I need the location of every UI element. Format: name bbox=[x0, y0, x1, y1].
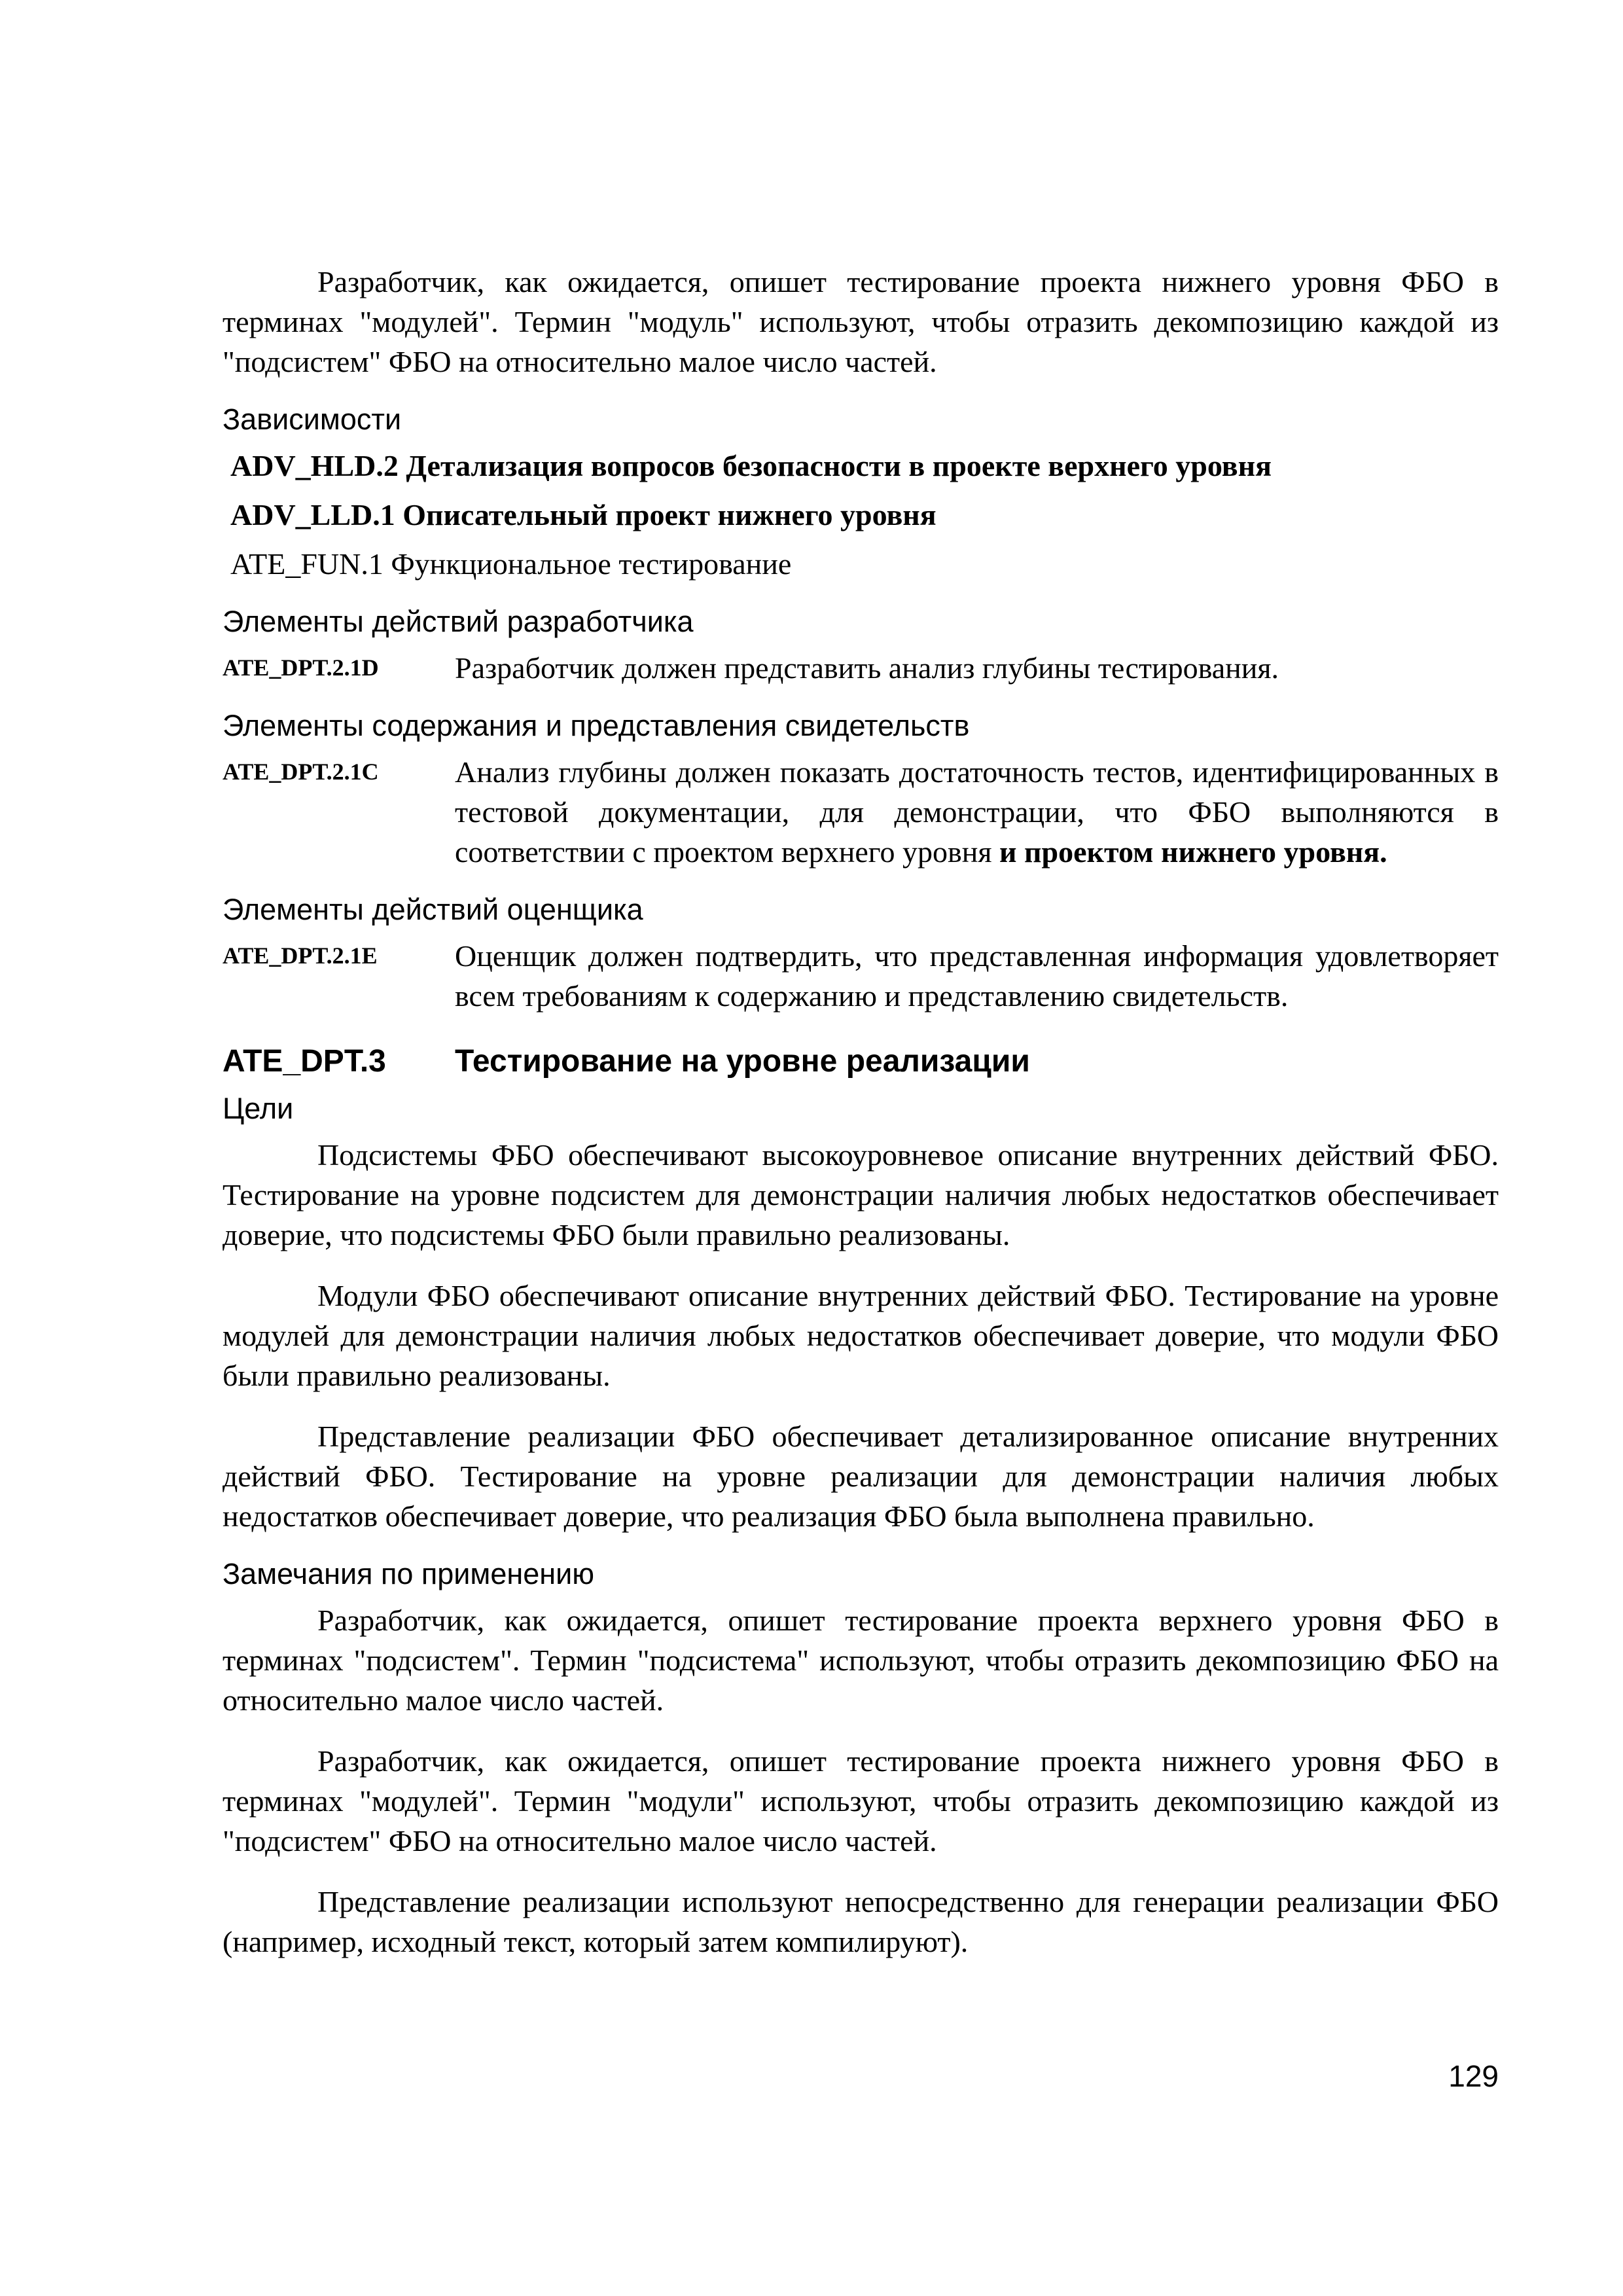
dependency-ate-fun: ATE_FUN.1 Функциональное тестирование bbox=[230, 547, 792, 581]
dependency-adv-hld: ADV_HLD.2 Детализация вопросов безопасности в проекте верхнего уровня bbox=[230, 449, 1272, 482]
element-text-regular: Анализ глубины должен показать достаточность тестов, идентифицированных в тестовой документации, для демонстрации, что ФБО выполняются в соответствии с проектом верхнего уровня bbox=[455, 755, 1499, 869]
family-title: Тестирование на уровне реализации bbox=[455, 1044, 1030, 1079]
content-elements-heading: Элементы содержания и представления свидетельств bbox=[223, 709, 970, 742]
document-page bbox=[223, 262, 1499, 1962]
page-number: 129 bbox=[1448, 2059, 1499, 2093]
dependencies-heading: Зависимости bbox=[223, 403, 402, 436]
objectives-paragraph: Представление реализации ФБО обеспечивает детализированное описание внутренних действий ФБО. Тестирование на уровне реализации для демонстрации наличия любых недостатков обеспечивает доверие, что реализация ФБО была выполнена правильно. bbox=[223, 1420, 1499, 1533]
developer-action-element bbox=[223, 648, 1499, 688]
element-code: ATE_DPT.2.1D bbox=[223, 655, 379, 681]
dependency-adv-lld: ADV_LLD.1 Описательный проект нижнего уровня bbox=[230, 498, 936, 531]
application-notes-paragraph: Представление реализации используют непосредственно для генерации реализации ФБО (например, исходный текст, который затем компилируют). bbox=[223, 1885, 1499, 1958]
element-text: Разработчик должен представить анализ глубины тестирования. bbox=[455, 651, 1279, 685]
developer-actions-heading: Элементы действий разработчика bbox=[223, 605, 694, 638]
objectives-heading: Цели bbox=[223, 1092, 294, 1125]
family-code: ATE_DPT.3 bbox=[223, 1044, 386, 1079]
application-notes-paragraph: Разработчик, как ожидается, опишет тестирование проекта нижнего уровня ФБО в терминах "модулей". Термин "модули" используют, чтобы отразить декомпозицию каждой из "подсистем" ФБО на относительно малое число частей. bbox=[223, 1744, 1499, 1857]
element-code: ATE_DPT.2.1E bbox=[223, 942, 378, 969]
family-heading bbox=[223, 1042, 1499, 1081]
objectives-paragraph: Подсистемы ФБО обеспечивают высокоуровневое описание внутренних действий ФБО. Тестирование на уровне подсистем для демонстрации наличия любых недостатков обеспечивает доверие, что подсистемы ФБО были правильно реализованы. bbox=[223, 1138, 1499, 1251]
element-code: ATE_DPT.2.1C bbox=[223, 759, 379, 785]
element-text: Оценщик должен подтвердить, что представленная информация удовлетворяет всем требованиям к содержанию и представлению свидетельств. bbox=[455, 939, 1499, 1013]
objectives-paragraph: Модули ФБО обеспечивают описание внутренних действий ФБО. Тестирование на уровне модулей для демонстрации наличия любых недостатков обеспечивает доверие, что модули ФБО были правильно реализованы. bbox=[223, 1279, 1499, 1392]
application-notes-heading: Замечания по применению bbox=[223, 1557, 595, 1590]
content-element bbox=[223, 752, 1499, 872]
application-notes-paragraph: Разработчик, как ожидается, опишет тестирование проекта верхнего уровня ФБО в терминах "подсистем". Термин "подсистема" используют, чтобы отразить декомпозицию ФБО на относительно малое число частей. bbox=[223, 1604, 1499, 1717]
evaluator-actions-heading: Элементы действий оценщика bbox=[223, 893, 643, 926]
element-text-bold: и проектом нижнего уровня. bbox=[999, 835, 1387, 869]
element-text bbox=[455, 752, 1499, 872]
evaluator-action-element bbox=[223, 936, 1499, 1016]
intro-paragraph: Разработчик, как ожидается, опишет тестирование проекта нижнего уровня ФБО в терминах "модулей". Термин "модуль" используют, чтобы отразить декомпозицию каждой из "подсистем" ФБО на относительно малое число частей. bbox=[223, 265, 1499, 378]
